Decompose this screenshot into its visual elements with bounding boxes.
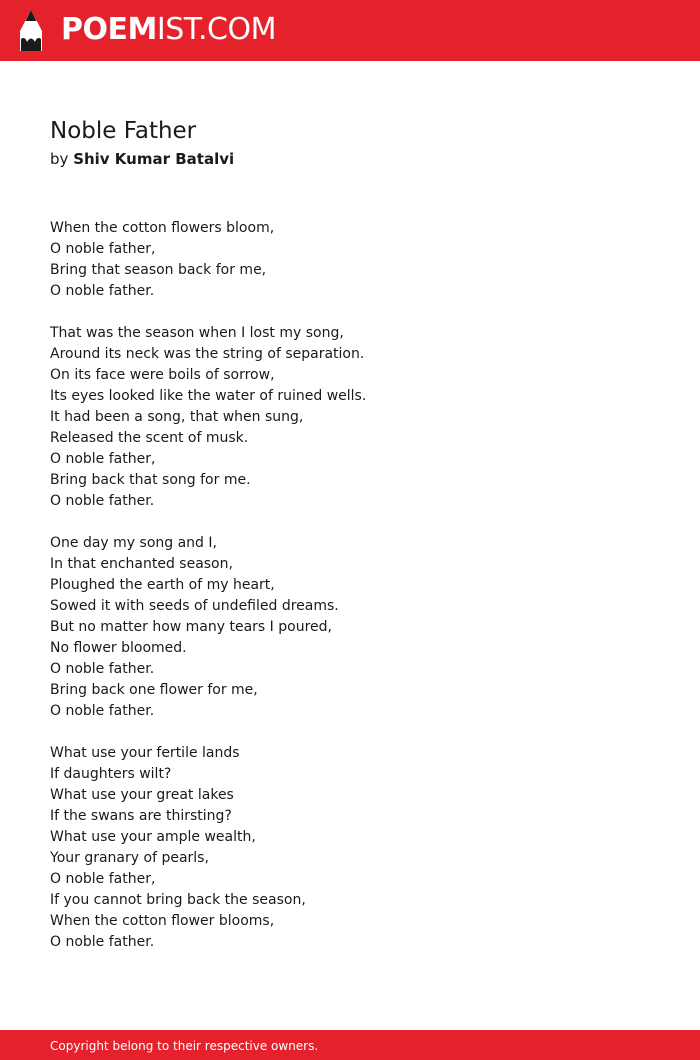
poem-line: O noble father. bbox=[50, 934, 155, 950]
poem-line: O noble father. bbox=[50, 661, 155, 677]
poem-line: It had been a song, that when sung, bbox=[50, 409, 304, 425]
poem-line: On its face were boils of sorrow, bbox=[50, 367, 275, 383]
poem-body bbox=[50, 218, 650, 974]
poem-line: If you cannot bring back the season, bbox=[50, 892, 306, 908]
poem-line: No flower bloomed. bbox=[50, 640, 187, 656]
poem-line: O noble father, bbox=[50, 871, 156, 887]
poem-line: Around its neck was the string of separation. bbox=[50, 346, 365, 362]
poem-line: When the cotton flowers bloom, bbox=[50, 220, 275, 236]
poem-line: O noble father. bbox=[50, 283, 155, 299]
poem-line: But no matter how many tears I poured, bbox=[50, 619, 332, 635]
poem-line: One day my song and I, bbox=[50, 535, 217, 551]
poem-line: If the swans are thirsting? bbox=[50, 808, 232, 824]
poem-stanza bbox=[50, 533, 650, 722]
poem-line: O noble father, bbox=[50, 451, 156, 467]
site-footer bbox=[0, 1030, 700, 1060]
poem-line: O noble father. bbox=[50, 703, 155, 719]
poem-line: Bring back that song for me. bbox=[50, 472, 251, 488]
poem-line: Sowed it with seeds of undefiled dreams. bbox=[50, 598, 339, 614]
poem-title: Noble Father bbox=[50, 118, 197, 144]
poem-line: What use your ample wealth, bbox=[50, 829, 256, 845]
poem-heading bbox=[50, 114, 650, 170]
copyright-text: Copyright belong to their respective owners. bbox=[50, 1039, 319, 1053]
poem-line: That was the season when I lost my song, bbox=[50, 325, 344, 341]
poem-stanza bbox=[50, 323, 650, 512]
poem-line: Bring back one flower for me, bbox=[50, 682, 258, 698]
poem-byline bbox=[50, 148, 650, 170]
poem-stanza bbox=[50, 743, 650, 953]
poem-line: Its eyes looked like the water of ruined wells. bbox=[50, 388, 367, 404]
poem-line: When the cotton flower blooms, bbox=[50, 913, 275, 929]
poem-author: Shiv Kumar Batalvi bbox=[73, 150, 235, 168]
poem-line: Released the scent of musk. bbox=[50, 430, 249, 446]
poem-line: If daughters wilt? bbox=[50, 766, 172, 782]
poem-line: Your granary of pearls, bbox=[50, 850, 209, 866]
poem-line: What use your great lakes bbox=[50, 787, 234, 803]
logo-light-text: IST.COM bbox=[156, 12, 276, 47]
pencil-tip-icon[interactable] bbox=[17, 9, 45, 52]
site-header bbox=[0, 0, 700, 61]
poem-line: O noble father, bbox=[50, 241, 156, 257]
poem-line: O noble father. bbox=[50, 493, 155, 509]
poem-stanza bbox=[50, 218, 650, 302]
logo-bold-text: POEM bbox=[61, 12, 157, 47]
poem-line: Bring that season back for me, bbox=[50, 262, 267, 278]
poem-line: Ploughed the earth of my heart, bbox=[50, 577, 275, 593]
site-logo[interactable] bbox=[61, 12, 276, 48]
poem-line: What use your fertile lands bbox=[50, 745, 240, 761]
by-label: by bbox=[50, 150, 69, 168]
poem-line: In that enchanted season, bbox=[50, 556, 233, 572]
